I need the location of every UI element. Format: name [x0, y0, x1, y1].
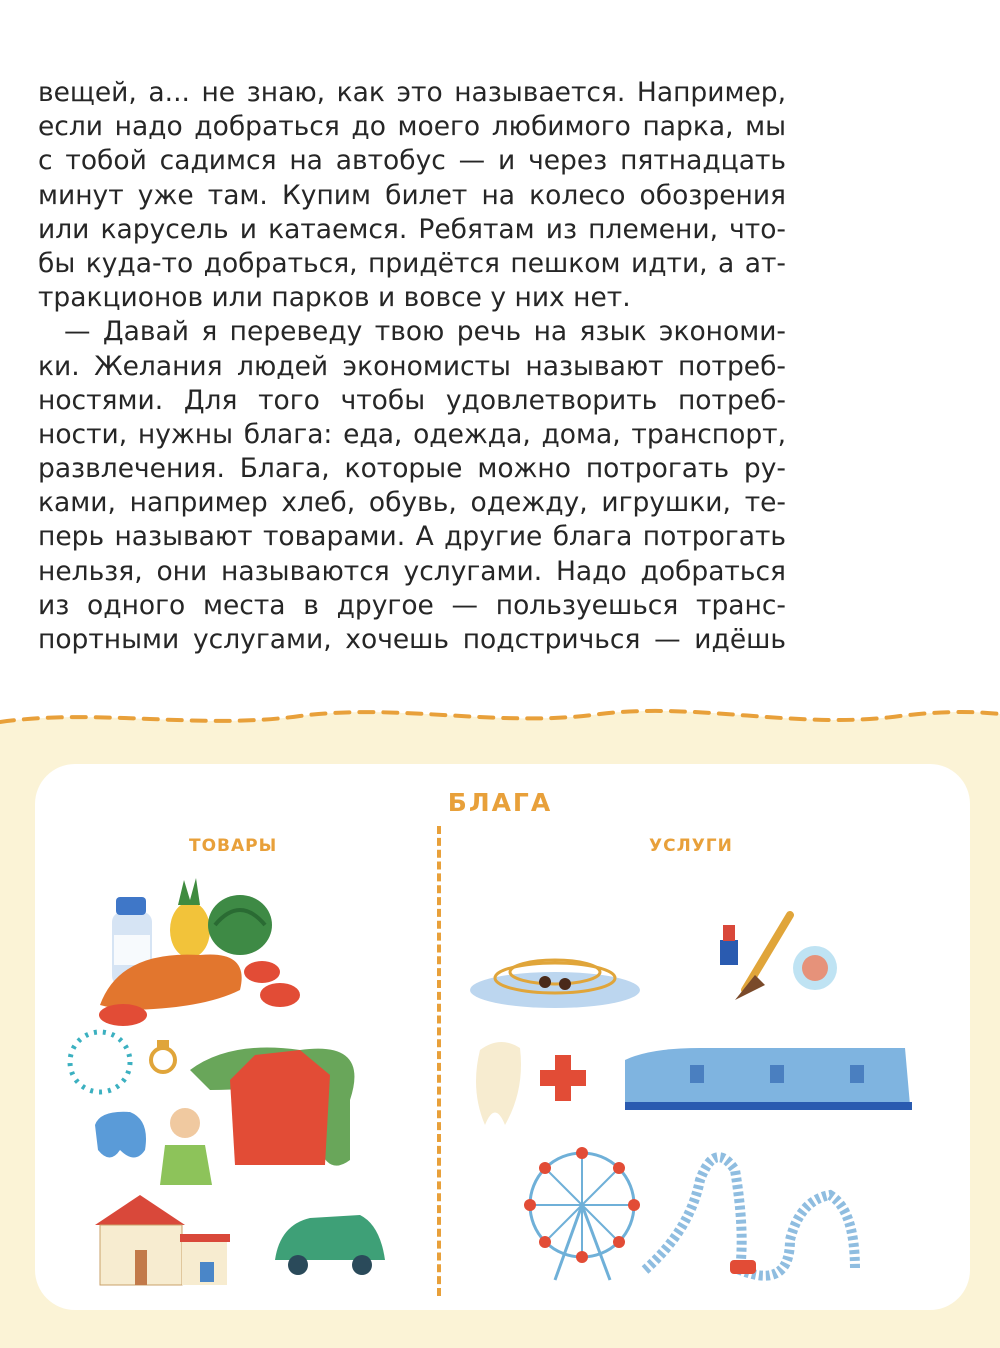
text-line: минут уже там. Купим билет на колесо обозрения [38, 179, 786, 211]
powder-compact-icon [793, 946, 837, 990]
train-icon [625, 1048, 912, 1110]
tooth-icon [476, 1042, 521, 1125]
pineapple-icon [170, 878, 210, 958]
text-line: вещей, а... не знаю, как это называется. Например, [38, 77, 786, 108]
necklace-icon [70, 1032, 130, 1092]
text-line: портными услугами, хочешь подстричься — идёшь [38, 624, 786, 655]
text-line: развлечения. Блага, которые можно потрогать ру- [38, 453, 786, 485]
text-line: из одного места в другое — пользуешься транс- [38, 589, 786, 621]
doll-icon [160, 1108, 212, 1185]
lipstick-icon [720, 925, 738, 965]
text-line: бы куда-то добраться, придётся пешком идти, а ат- [38, 247, 786, 279]
text-line: с тобой садимся на автобус — и через пятнадцать [38, 145, 786, 177]
sweater-icon [230, 1050, 330, 1165]
text-line: тракционов или парков и вовсе у них нет. [38, 282, 631, 314]
text-line: нельзя, они называются услугами. Надо добраться [38, 555, 786, 587]
text-line: перь называют товарами. А другие блага потрогать [38, 521, 786, 553]
text-line: ностями. Для того чтобы удовлетворить потреб- [38, 384, 786, 416]
gamepad-icon [95, 1112, 146, 1158]
spaghetti-icon [470, 960, 640, 1008]
goods-heading: ТОВАРЫ [189, 836, 278, 856]
text-line: или карусель и катаемся. Ребятам из племени, что- [38, 213, 786, 245]
text-line: если надо добраться до моего любимого парка, мы [38, 111, 786, 143]
ferris-wheel-icon [524, 1147, 640, 1280]
watermelon-icon [208, 895, 272, 955]
text-line: ности, нужны блага: еда, одежда, дома, транспорт, [38, 418, 786, 450]
infographic-title: БЛАГА [447, 788, 553, 817]
text-line: — Давай я переведу твою речь на язык экономи- [64, 316, 786, 348]
medical-cross-icon [540, 1055, 586, 1101]
text-line: ки. Желания людей экономисты называют потреб- [38, 350, 786, 382]
roller-coaster-icon [645, 1157, 855, 1276]
house-icon [95, 1195, 230, 1285]
car-icon [275, 1215, 385, 1275]
ring-icon [151, 1040, 175, 1072]
text-line: ками, например хлеб, обувь, одежду, игрушки, те- [38, 487, 786, 519]
services-heading: УСЛУГИ [649, 836, 733, 856]
makeup-brush-icon [735, 915, 790, 1000]
